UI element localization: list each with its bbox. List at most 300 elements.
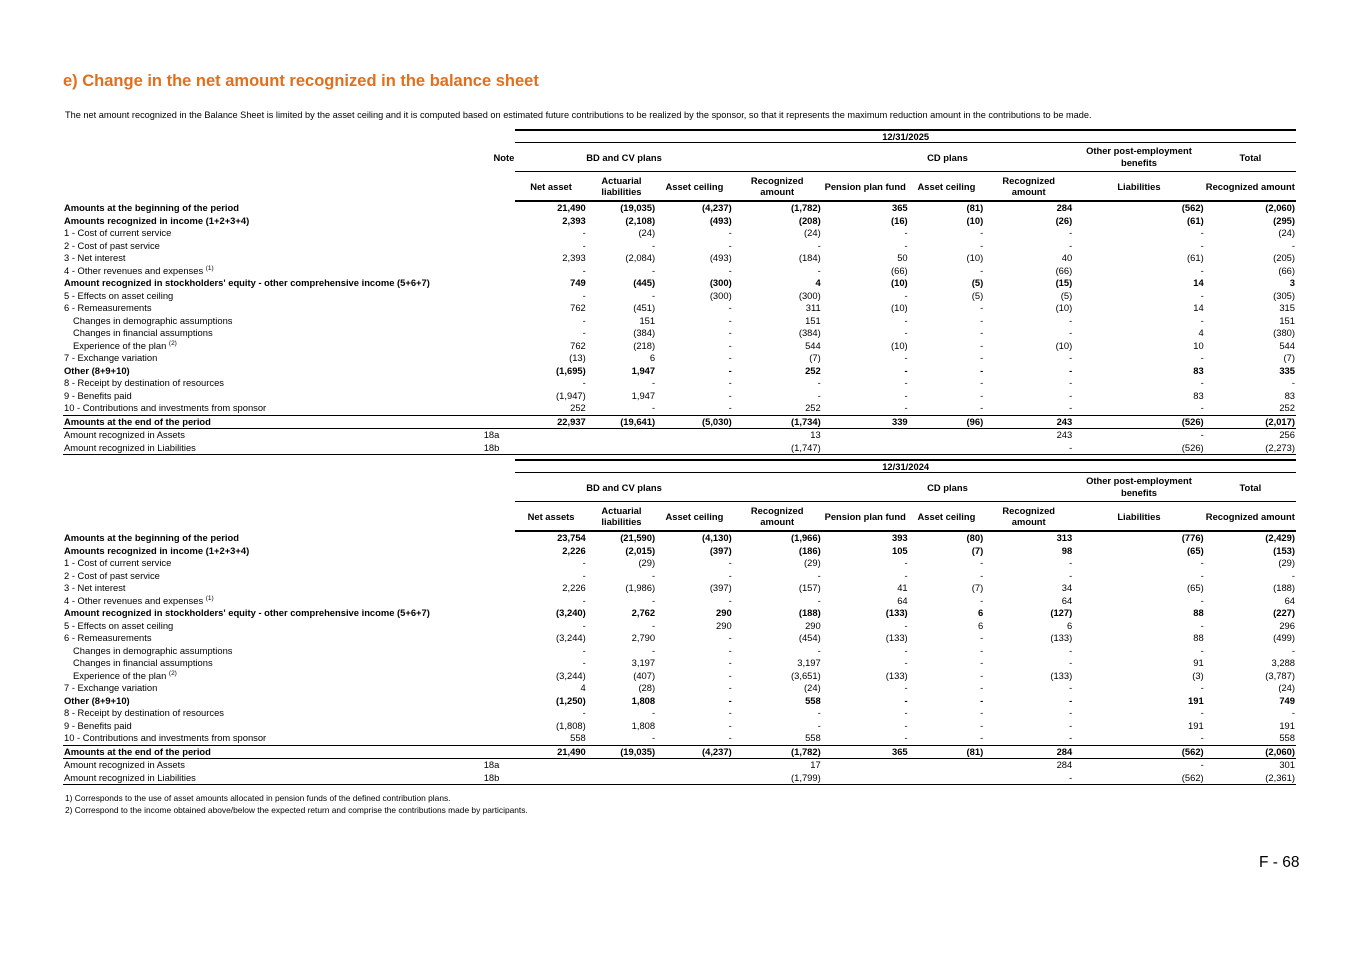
value-cell: - [980, 569, 984, 581]
value-cell: 296 [1279, 619, 1295, 631]
row-label-text: Other (8+9+10) [64, 694, 130, 706]
value-cell: - [817, 389, 821, 401]
value-cell: (1,986) [625, 582, 656, 593]
row-note [448, 620, 515, 633]
row-label [63, 595, 448, 608]
row-label [63, 707, 448, 720]
column-header: Asset ceiling [909, 502, 985, 532]
value-cell: (19,035) [620, 202, 656, 213]
row-label-text: Changes in financial assumptions [73, 327, 213, 338]
row-label [63, 415, 448, 429]
value-cell: - [582, 557, 586, 568]
row-label [63, 302, 448, 315]
value-cell: (96) [909, 415, 985, 429]
period-date: 12/31/2025 [515, 130, 1296, 143]
value-cell: (3,651) [791, 669, 821, 681]
column-header: Pension plan fund [822, 502, 909, 532]
row-label [63, 252, 448, 265]
row-note [448, 695, 515, 708]
value-cell: - [582, 377, 586, 388]
row-label-text: 9 - Benefits paid [64, 389, 132, 401]
value-cell: 311 [805, 302, 821, 313]
value-cell: 301 [1279, 759, 1295, 770]
value-cell: 252 [733, 402, 822, 415]
row-note [448, 632, 515, 645]
value-cell: - [1069, 227, 1073, 238]
row-label [63, 657, 448, 670]
row-label [63, 377, 448, 390]
group-other-post-employment: Other post-employment benefits [1073, 143, 1204, 172]
value-cell: 762 [570, 339, 586, 351]
value-cell: 83 [1284, 389, 1295, 401]
row-label [63, 545, 448, 558]
value-cell: 83 [1193, 389, 1204, 401]
value-cell [909, 442, 985, 455]
row-note [448, 315, 515, 328]
value-cell: - [980, 594, 984, 606]
value-cell: (16) [890, 214, 908, 226]
value-cell: 64 [1061, 594, 1073, 606]
row-note [448, 290, 515, 303]
row-note [448, 327, 515, 340]
value-cell: (295) [1273, 214, 1295, 226]
value-cell: - [980, 389, 984, 401]
footnote-2: 2) Correspond to the income obtained above/below the expected return and comprise the contributions made by participants. [65, 805, 528, 815]
value-cell: (445) [633, 277, 656, 288]
value-cell: (10) [890, 339, 908, 351]
value-cell: (81) [966, 202, 984, 213]
value-cell: 365 [822, 745, 909, 759]
value-cell: (397) [709, 582, 732, 593]
column-header-row [63, 502, 1296, 532]
value-cell: - [980, 264, 984, 276]
value-cell: (10) [966, 252, 984, 263]
row-label-text: 7 - Exchange variation [64, 682, 158, 693]
value-cell: 339 [822, 415, 909, 429]
value-cell [822, 772, 909, 785]
value-cell: - [582, 289, 586, 301]
value-cell: (29) [804, 557, 821, 568]
value-cell: - [1069, 644, 1073, 656]
table-row [63, 390, 1296, 403]
value-cell: (300) [709, 277, 732, 288]
value-cell: - [1200, 619, 1204, 631]
value-cell: - [728, 632, 732, 643]
value-cell: (65) [1187, 582, 1204, 593]
value-cell: (5) [1060, 289, 1073, 301]
value-cell: - [904, 682, 908, 693]
row-note [448, 720, 515, 733]
column-header: Asset ceiling [656, 172, 733, 202]
row-label [63, 695, 448, 708]
value-cell [909, 772, 985, 785]
value-cell: (188) [798, 607, 821, 618]
value-cell: (454) [798, 632, 821, 643]
value-cell: 34 [1061, 582, 1073, 593]
footnote-ref: (2) [168, 339, 177, 347]
value-cell [822, 442, 909, 455]
value-cell: (19,641) [587, 415, 656, 429]
row-label-text: Amounts recognized in income (1+2+3+4) [64, 544, 250, 556]
table-row [63, 252, 1296, 265]
value-cell: (451) [633, 302, 656, 313]
row-note [448, 352, 515, 365]
value-cell: 558 [1205, 732, 1296, 745]
value-cell: 3,197 [631, 657, 656, 668]
value-cell: - [1069, 314, 1073, 326]
row-label [63, 227, 448, 240]
footnote-ref: (2) [168, 669, 177, 677]
value-cell: - [728, 364, 732, 376]
table-row [63, 227, 1296, 240]
value-cell: - [1291, 239, 1295, 251]
row-note: 18a [483, 759, 500, 770]
balance-table-2024 [63, 459, 1296, 785]
value-cell: 2,393 [562, 252, 586, 263]
value-cell: (1,782) [733, 745, 822, 759]
value-cell: 749 [1279, 694, 1295, 706]
value-cell: - [817, 569, 821, 581]
row-label [63, 201, 448, 215]
value-cell: (29) [638, 557, 656, 568]
row-label [63, 352, 448, 365]
table-row [63, 352, 1296, 365]
value-cell: 315 [1279, 302, 1295, 313]
value-cell: (24) [804, 682, 821, 693]
value-cell: 151 [639, 314, 656, 326]
value-cell: - [582, 314, 586, 326]
table-row [63, 682, 1296, 695]
value-cell: 21,490 [515, 745, 586, 759]
column-header: Net asset [515, 172, 586, 202]
value-cell: 256 [1279, 429, 1295, 440]
row-label [63, 745, 448, 759]
value-cell: - [582, 657, 586, 668]
value-cell: (133) [885, 632, 908, 643]
value-cell: 284 [984, 745, 1073, 759]
value-cell: 6 [978, 619, 984, 631]
value-cell: 191 [1188, 694, 1204, 706]
row-label [63, 531, 448, 545]
value-cell: 21,490 [557, 202, 586, 213]
value-cell [515, 759, 586, 772]
row-note: 18b [448, 442, 515, 455]
row-note: 18b [448, 772, 515, 785]
row-label [63, 557, 448, 570]
row-label [63, 340, 448, 353]
table-row [63, 645, 1296, 658]
table-row [63, 695, 1296, 708]
table-row [63, 595, 1296, 608]
value-cell: (1,782) [791, 202, 821, 213]
value-cell: - [582, 569, 586, 581]
value-cell: 88 [1193, 607, 1204, 618]
value-cell: 544 [805, 339, 821, 351]
value-cell: (81) [909, 745, 985, 759]
row-label-text: Other (8+9+10) [64, 364, 130, 376]
table-row [63, 657, 1296, 670]
period-date: 12/31/2024 [515, 460, 1296, 473]
table-row [63, 402, 1296, 415]
value-cell: - [728, 707, 732, 718]
row-note [448, 531, 515, 545]
value-cell: 365 [892, 202, 908, 213]
column-header: Net assets [515, 502, 586, 532]
row-label-text: Amounts recognized in income (1+2+3+4) [64, 214, 250, 226]
value-cell: 284 [1056, 202, 1073, 213]
value-cell: - [817, 264, 821, 276]
table-row [63, 545, 1296, 558]
value-cell: - [587, 402, 656, 415]
value-cell: - [980, 339, 984, 351]
value-cell: - [728, 682, 732, 693]
value-cell: 2,393 [562, 214, 586, 226]
value-cell: - [728, 694, 732, 706]
row-label-text: Amount recognized in Liabilities [64, 771, 196, 783]
row-note [448, 732, 515, 745]
value-cell: (407) [633, 669, 656, 681]
value-cell: - [904, 239, 908, 251]
table-row [63, 215, 1296, 228]
value-cell: 6 [978, 607, 984, 618]
value-cell: - [817, 377, 821, 388]
table-row [63, 720, 1296, 733]
value-cell: 41 [897, 582, 908, 593]
value-cell: - [980, 327, 984, 338]
page-number: F - 68 [1259, 854, 1300, 871]
value-cell: - [980, 707, 984, 718]
value-cell: (21,590) [620, 532, 656, 543]
row-label [63, 442, 448, 455]
value-cell: (66) [1055, 264, 1073, 276]
value-cell: 64 [897, 594, 908, 606]
value-cell: (2,108) [625, 214, 656, 226]
value-cell: (133) [885, 607, 908, 618]
value-cell: - [728, 302, 732, 313]
table-row [63, 607, 1296, 620]
value-cell: (186) [798, 544, 821, 556]
row-label-text: 5 - Effects on asset ceiling [64, 619, 174, 631]
value-cell: - [980, 227, 984, 238]
value-cell: (305) [1273, 289, 1295, 301]
value-cell: - [904, 719, 908, 731]
value-cell [909, 759, 985, 772]
value-cell: - [904, 657, 908, 668]
value-cell: - [656, 402, 733, 415]
value-cell: - [1069, 557, 1073, 568]
value-cell: 558 [515, 732, 586, 745]
value-cell: 6 [649, 352, 656, 363]
row-label [63, 390, 448, 403]
value-cell: 91 [1193, 657, 1204, 668]
value-cell: - [909, 732, 985, 745]
value-cell: - [728, 264, 732, 276]
table-row [63, 442, 1296, 455]
value-cell: (2,429) [1265, 532, 1295, 543]
value-cell: - [980, 302, 984, 313]
row-note: 18a [483, 429, 500, 440]
row-note [448, 365, 515, 378]
table-row [63, 365, 1296, 378]
value-cell: 191 [1188, 719, 1204, 731]
value-cell: (1,947) [556, 389, 586, 401]
value-cell: (218) [633, 339, 656, 351]
row-note [448, 670, 515, 683]
row-note [448, 402, 515, 415]
value-cell: - [904, 389, 908, 401]
value-cell: (184) [798, 252, 821, 263]
table-row [63, 570, 1296, 583]
value-cell: (2,060) [1205, 745, 1296, 759]
row-label [63, 429, 448, 442]
value-cell: - [980, 239, 984, 251]
value-cell: - [980, 314, 984, 326]
value-cell: - [904, 619, 908, 631]
value-cell: (4,237) [656, 745, 733, 759]
row-label [63, 365, 448, 378]
row-label-text: Amount recognized in stockholders' equity - other comprehensive income (5+6+7) [64, 607, 430, 618]
value-cell: (1,966) [791, 532, 821, 543]
row-label-text: 6 - Remeasurements [64, 632, 152, 643]
row-label-text: Experience of the plan [73, 669, 167, 681]
value-cell: 64 [1284, 594, 1295, 606]
value-cell: - [728, 352, 732, 363]
value-cell: - [728, 719, 732, 731]
value-cell: - [1291, 707, 1295, 718]
value-cell: (493) [709, 252, 732, 263]
row-note [448, 390, 515, 403]
row-label-text: Amounts at the end of the period [64, 415, 211, 427]
value-cell: (227) [1273, 607, 1295, 618]
value-cell: (7) [971, 582, 984, 593]
value-cell: - [1069, 657, 1073, 668]
row-note [448, 302, 515, 315]
value-cell: 1,947 [631, 364, 656, 376]
value-cell: - [904, 694, 908, 706]
value-cell: 40 [1061, 252, 1073, 263]
value-cell: - [984, 402, 1073, 415]
value-cell: (2,361) [1205, 772, 1296, 785]
table-row [63, 772, 1296, 785]
row-label-text: Changes in demographic assumptions [73, 644, 233, 656]
value-cell: - [587, 732, 656, 745]
row-label [63, 720, 448, 733]
table-row [63, 415, 1296, 429]
column-header: Recognized amount [984, 172, 1073, 202]
value-cell: (3,240) [556, 607, 586, 618]
value-cell: (24) [638, 227, 656, 238]
value-cell: 10 [1193, 339, 1204, 351]
value-cell [587, 442, 656, 455]
value-cell: - [1200, 707, 1204, 718]
table-row [63, 327, 1296, 340]
value-cell: 749 [570, 277, 586, 288]
column-header: Recognized amount [1205, 502, 1296, 532]
value-cell: (7) [1283, 352, 1295, 363]
row-label-text: Amount recognized in Assets [64, 759, 185, 770]
value-cell: (66) [890, 264, 908, 276]
balance-table-2025 [63, 129, 1296, 455]
table-row [63, 277, 1296, 290]
row-label-text: 6 - Remeasurements [64, 302, 152, 313]
value-cell: - [1069, 694, 1073, 706]
value-cell: (1,747) [733, 442, 822, 455]
row-label-text: 4 - Other revenues and expenses [64, 264, 204, 276]
row-label-text: Changes in demographic assumptions [73, 314, 233, 326]
column-header: Actuarial liabilities [587, 502, 656, 532]
value-cell: 2,790 [631, 632, 656, 643]
value-cell [822, 429, 909, 442]
value-cell: (526) [1073, 415, 1204, 429]
column-header: Recognized amount [733, 172, 822, 202]
row-note [448, 707, 515, 720]
row-label [63, 290, 448, 303]
value-cell: - [984, 732, 1073, 745]
note-header [448, 473, 515, 502]
row-label [63, 570, 448, 583]
value-cell: (205) [1273, 252, 1295, 263]
value-cell: 23,754 [557, 532, 586, 543]
date-header-row [63, 130, 1296, 143]
value-cell: (19,035) [587, 745, 656, 759]
group-other-post-employment: Other post-employment benefits [1073, 473, 1204, 502]
table-row [63, 201, 1296, 215]
value-cell: 284 [1056, 759, 1073, 770]
value-cell: - [1200, 264, 1204, 276]
value-cell: (10) [966, 214, 984, 226]
table-row [63, 620, 1296, 633]
value-cell: (300) [798, 289, 821, 301]
row-note [448, 545, 515, 558]
value-cell: - [1291, 377, 1295, 388]
row-label [63, 215, 448, 228]
row-label-text: 10 - Contributions and investments from sponsor [64, 732, 267, 743]
section-heading: e) Change in the net amount recognized in the balance sheet [63, 72, 539, 90]
value-cell: (153) [1273, 544, 1295, 556]
value-cell: (526) [1073, 442, 1204, 455]
row-label-text: Experience of the plan [73, 339, 167, 351]
value-cell: - [1200, 557, 1204, 568]
value-cell [587, 429, 656, 442]
value-cell: - [817, 239, 821, 251]
row-label-text: Changes in financial assumptions [73, 657, 213, 668]
value-cell: 191 [1279, 719, 1295, 731]
value-cell: - [904, 569, 908, 581]
value-cell: (1,250) [556, 694, 586, 706]
value-cell: - [980, 719, 984, 731]
row-label-text: Amount recognized in Assets [64, 429, 185, 440]
value-cell: - [1073, 732, 1204, 745]
value-cell: - [1069, 377, 1073, 388]
value-cell: - [582, 239, 586, 251]
value-cell: 1,947 [631, 389, 656, 401]
row-label-text: 7 - Exchange variation [64, 352, 158, 363]
value-cell: - [1200, 377, 1204, 388]
row-note [448, 340, 515, 353]
row-note [448, 265, 515, 278]
value-cell: - [651, 594, 656, 606]
row-label-text: 3 - Net interest [64, 582, 126, 593]
row-label [63, 772, 448, 785]
row-label-text: Amounts at the end of the period [64, 745, 211, 757]
value-cell: - [728, 594, 732, 606]
value-cell: (499) [1273, 632, 1295, 643]
row-label-text: 8 - Receipt by destination of resources [64, 377, 224, 388]
row-note [448, 607, 515, 620]
row-label [63, 240, 448, 253]
value-cell: 2,226 [562, 544, 586, 556]
value-cell [656, 772, 733, 785]
